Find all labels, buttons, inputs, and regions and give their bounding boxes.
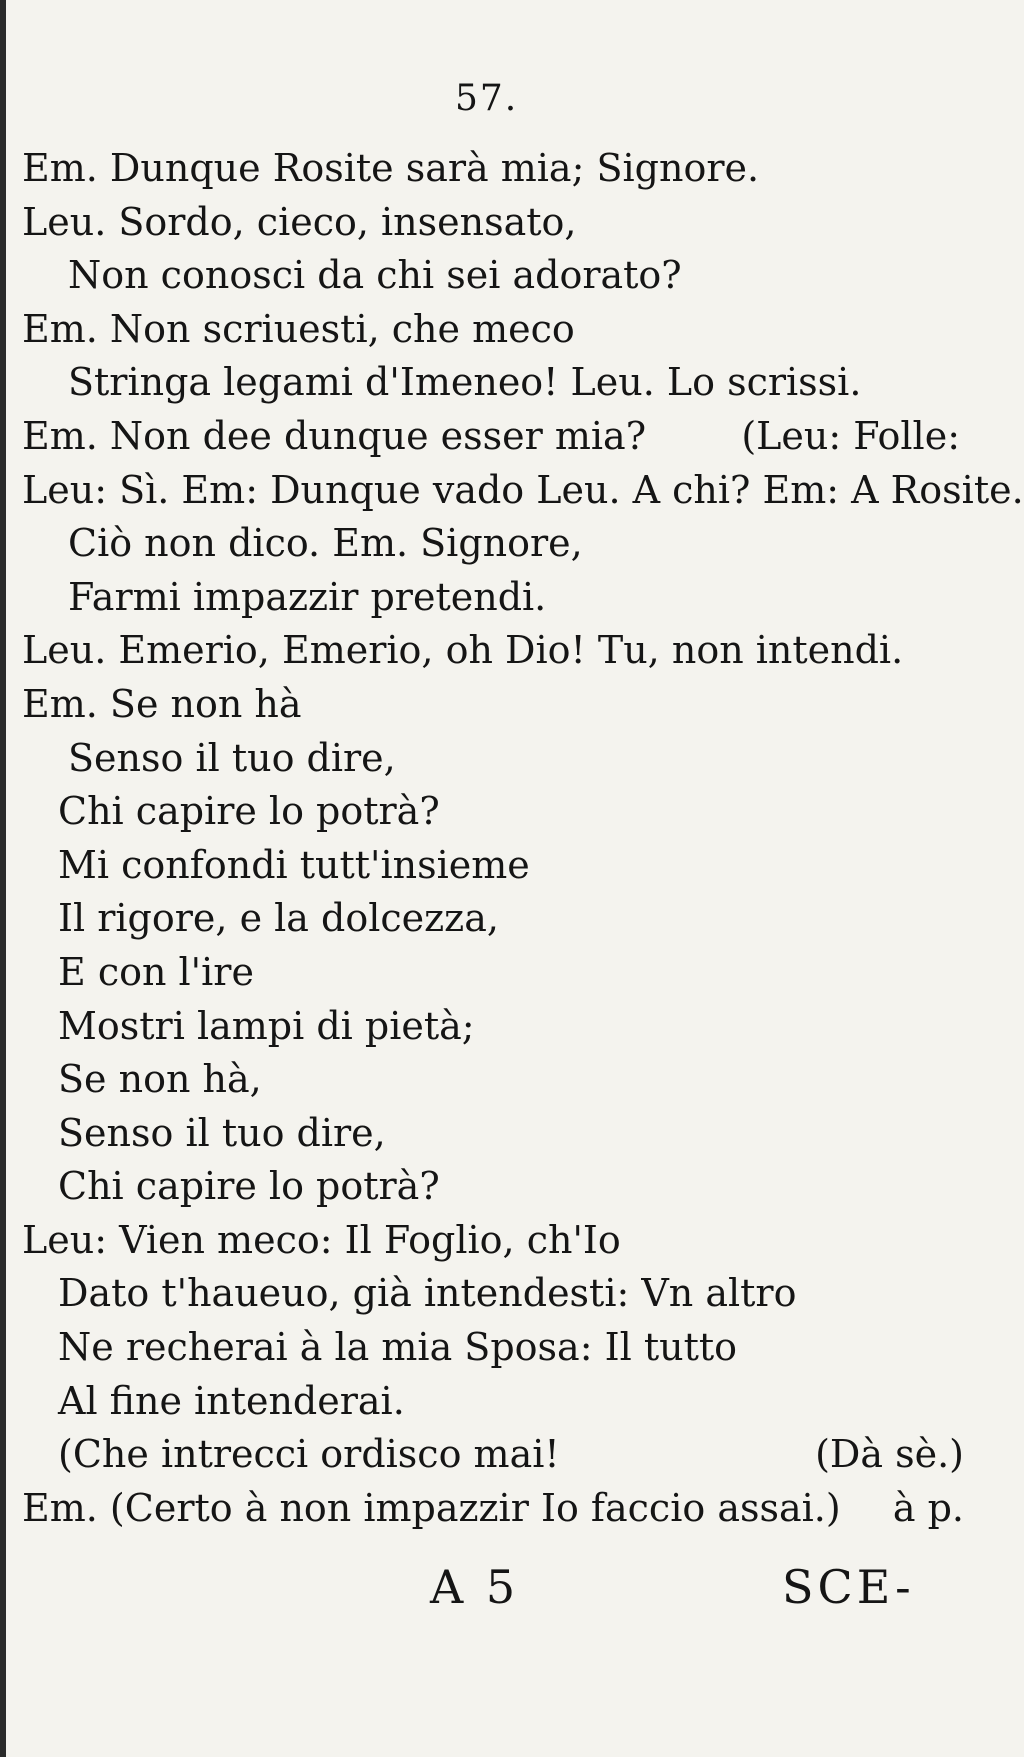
text-line: Ne recherai à la mia Sposa: Il tutto (58, 1325, 737, 1370)
text-line: Leu. Sordo, cieco, insensato, (22, 199, 577, 244)
signature-mark: A 5 (430, 1560, 520, 1614)
text-line: Em. Non dee dunque esser mia? (Leu: Folle: (22, 410, 1002, 464)
text-line: Chi capire lo potrà? (58, 789, 440, 834)
text-line: Non conosci da chi sei adorato? (68, 253, 682, 298)
stage-direction: (Leu: Folle: (741, 413, 960, 458)
text-line: Farmi impazzir pretendi. (68, 574, 547, 619)
text-line: Stringa legami d'Imeneo! Leu. Lo scrissi. (68, 360, 862, 405)
text-line: Leu: Vien meco: Il Foglio, ch'Io (22, 1217, 621, 1262)
stage-direction: (Dà sè.) (815, 1432, 964, 1477)
page-spine-edge (0, 0, 6, 1757)
text-block (22, 142, 1024, 1535)
stage-direction: à p. (892, 1485, 964, 1530)
catchword: SCE- (782, 1560, 915, 1614)
text-line: Dato t'haueuo, già intendesti: Vn altro (58, 1271, 797, 1316)
text-line: Leu. Emerio, Emerio, oh Dio! Tu, non intendi. (22, 628, 904, 673)
text-line: Senso il tuo dire, (58, 1110, 386, 1155)
text-line: Em. Non scriuesti, che meco (22, 306, 575, 351)
text-line: Mi confondi tutt'insieme (58, 842, 530, 887)
text-line: Chi capire lo potrà? (58, 1164, 440, 1209)
text-line: Em. Dunque Rosite sarà mia; Signore. (22, 146, 760, 190)
text-line: Em. Se non hà (22, 681, 302, 726)
text-line: Leu: Sì. Em: Dunque vado Leu. A chi? Em: A Rosite. (22, 467, 1024, 512)
text-line: Il rigore, e la dolcezza, (58, 896, 499, 941)
text-line: E con l'ire (58, 949, 254, 994)
text-line: Al fine intenderai. (58, 1378, 405, 1423)
text-line: Se non hà, (58, 1057, 262, 1102)
text-line: Mostri lampi di pietà; (58, 1003, 475, 1048)
text-line: (Che intrecci ordisco mai! (Dà sè.) (22, 1428, 1002, 1482)
text-line: Ciò non dico. Em. Signore, (68, 521, 583, 566)
page-number: 57. (455, 78, 519, 119)
text-line: Senso il tuo dire, (68, 735, 396, 780)
text-line: Em. (Certo à non impazzir Io faccio assai.) à p. (22, 1482, 1002, 1536)
